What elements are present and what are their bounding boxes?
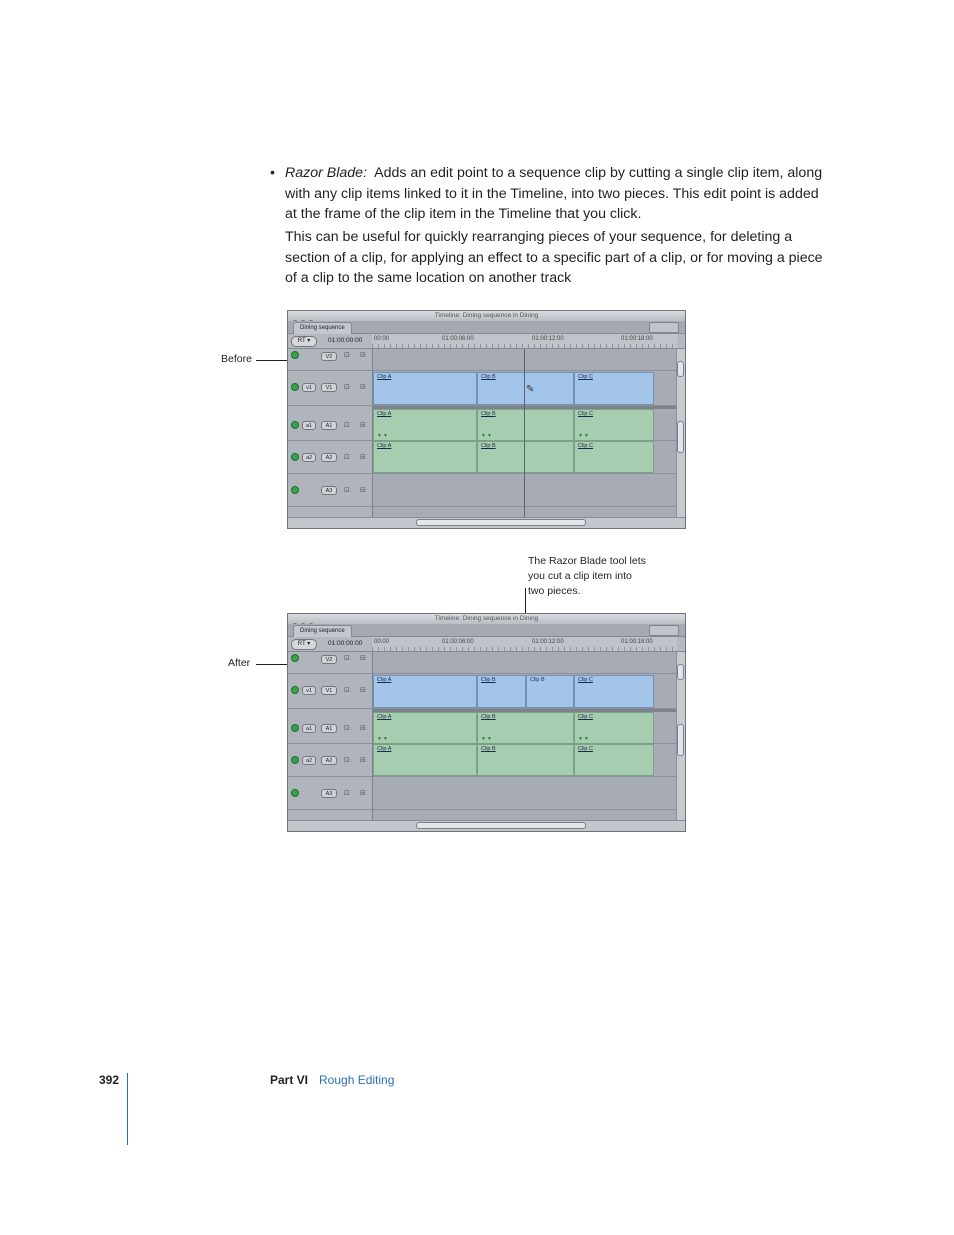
dest-control-a2[interactable]: A2 <box>321 756 337 765</box>
track-audio-icon[interactable] <box>291 486 299 494</box>
clip-item[interactable] <box>477 441 574 473</box>
track-a3[interactable] <box>373 474 677 507</box>
clip-item[interactable] <box>574 372 654 405</box>
track-visibility-icon[interactable] <box>291 383 299 391</box>
clip-name: Clip C <box>578 677 593 683</box>
timecode-row <box>288 637 685 652</box>
horizontal-scroll-thumb[interactable] <box>416 822 586 829</box>
link-icon[interactable]: ⊟ <box>360 655 366 662</box>
timeline-tools-icon[interactable] <box>649 322 679 333</box>
horizontal-scrollbar[interactable] <box>288 517 685 528</box>
clip-name: Clip B <box>481 374 496 380</box>
term-razor-blade: Razor Blade: <box>285 165 368 181</box>
clip-name: Clip A <box>377 443 392 449</box>
dest-control-a1[interactable]: A1 <box>321 421 337 430</box>
track-audio-icon[interactable] <box>291 789 299 797</box>
link-markers-icon: ▼▼ <box>578 433 590 439</box>
track-area[interactable] <box>373 652 677 821</box>
link-icon[interactable]: ⊟ <box>360 422 366 429</box>
tab-row <box>288 624 685 637</box>
track-audio-icon[interactable] <box>291 453 299 461</box>
clip-name: Clip A <box>377 677 392 683</box>
track-audio-icon[interactable] <box>291 724 299 732</box>
clip-name: Clip C <box>578 374 593 380</box>
link-markers-icon: ▼▼ <box>377 433 389 439</box>
clip-item[interactable] <box>373 409 477 441</box>
clip-name: Clip A <box>377 411 392 417</box>
track-visibility-icon[interactable] <box>291 351 299 359</box>
after-leader <box>256 664 288 665</box>
tab-row <box>288 321 685 334</box>
clip-item[interactable] <box>477 409 574 441</box>
vertical-scrollbar[interactable] <box>676 652 685 821</box>
track-header-a1 <box>288 409 372 441</box>
link-icon[interactable]: ⊟ <box>360 352 366 359</box>
lock-icon[interactable]: ⊡ <box>344 757 350 764</box>
para1-text: Adds an edit point to a sequence clip by cutting a single clip item, along with any clip items linked to it in the Timeline, into two pieces. This edit point is added at the frame of the clip item in the Timeline that you click. <box>285 165 823 222</box>
track-header-a2 <box>288 441 372 474</box>
track-headers <box>288 349 373 518</box>
lock-icon[interactable]: ⊡ <box>344 790 350 797</box>
clip-item-cut[interactable] <box>526 675 574 708</box>
ruler-tick-label: 00:00 <box>374 336 390 342</box>
upper-scroll-thumb[interactable] <box>677 361 684 377</box>
link-icon[interactable]: ⊟ <box>360 487 366 494</box>
track-header-v2 <box>288 349 372 371</box>
timeline-after <box>287 613 686 832</box>
clip-name: Clip B <box>530 677 545 683</box>
clip-item[interactable] <box>574 744 654 776</box>
clip-item[interactable] <box>477 712 574 744</box>
track-a1[interactable] <box>373 712 677 744</box>
timecode-row <box>288 334 685 349</box>
clip-name: Clip C <box>578 746 593 752</box>
clip-name: Clip C <box>578 714 593 720</box>
footer-part: Part VI <box>270 1073 309 1087</box>
lock-icon[interactable]: ⊡ <box>344 384 350 391</box>
rt-menu-button[interactable]: RT ▾ <box>291 639 317 650</box>
track-audio-icon[interactable] <box>291 421 299 429</box>
clip-name: Clip B <box>481 714 496 720</box>
track-a2[interactable] <box>373 441 677 474</box>
source-control-a1[interactable]: a1 <box>302 421 316 430</box>
source-control-a2[interactable]: a2 <box>302 453 316 462</box>
clip-item[interactable] <box>574 675 654 708</box>
ruler-tick-label: 01:00:12:00 <box>532 336 564 342</box>
track-headers <box>288 652 373 821</box>
vertical-scrollbar[interactable] <box>676 349 685 518</box>
usage-paragraph: This can be useful for quickly rearranging pieces of your sequence, for deleting a section of a clip, for applying an effect to a specific part of a clip, or for moving a piece of a clip to the same location on another track <box>285 229 823 286</box>
source-control-v1[interactable]: v1 <box>302 383 316 392</box>
clip-item[interactable] <box>373 744 477 776</box>
timecode-field[interactable]: 01:00:00:00 <box>328 640 363 647</box>
rt-menu-button[interactable]: RT ▾ <box>291 336 317 347</box>
clip-item[interactable] <box>574 441 654 473</box>
track-area[interactable] <box>373 349 677 518</box>
track-header-v1 <box>288 371 372 406</box>
link-markers-icon: ▼▼ <box>578 736 590 742</box>
dest-control-v2[interactable]: V2 <box>321 352 337 361</box>
clip-name: Clip B <box>481 411 496 417</box>
tab-dining-sequence[interactable]: Dining sequence <box>293 322 352 334</box>
clip-item[interactable] <box>373 372 477 405</box>
timeline-before <box>287 310 686 529</box>
footer-rule <box>127 1073 128 1145</box>
track-audio-icon[interactable] <box>291 756 299 764</box>
dest-control-a1[interactable]: A1 <box>321 724 337 733</box>
razor-blade-cursor-icon: ✎ <box>526 384 535 395</box>
ruler-tick-label: 01:00:18:00 <box>621 336 653 342</box>
playhead[interactable] <box>524 349 525 519</box>
razor-callout <box>528 554 646 599</box>
link-icon[interactable]: ⊟ <box>360 790 366 797</box>
track-v1[interactable] <box>373 674 677 709</box>
clip-name: Clip C <box>578 411 593 417</box>
track-v2[interactable] <box>373 652 677 674</box>
bullet-symbol: • <box>270 165 275 181</box>
lock-icon[interactable]: ⊡ <box>344 725 350 732</box>
horizontal-scrollbar[interactable] <box>288 820 685 831</box>
ruler-tick-label: 01:00:06:00 <box>442 639 474 645</box>
clip-name: Clip B <box>481 746 496 752</box>
time-ruler[interactable] <box>372 334 677 348</box>
razor-blade-description <box>285 163 830 225</box>
dest-control-a3[interactable]: A3 <box>321 789 337 798</box>
track-header-a1 <box>288 712 372 744</box>
lock-icon[interactable]: ⊡ <box>344 655 350 662</box>
before-label: Before <box>221 353 252 365</box>
clip-name: Clip C <box>578 443 593 449</box>
track-a3[interactable] <box>373 777 677 810</box>
track-header-v1 <box>288 674 372 709</box>
link-icon[interactable]: ⊟ <box>360 725 366 732</box>
lock-icon[interactable]: ⊡ <box>344 352 350 359</box>
dest-control-v1[interactable]: V1 <box>321 383 337 392</box>
timeline-tools-icon[interactable] <box>649 625 679 636</box>
tab-dining-sequence[interactable]: Dining sequence <box>293 625 352 637</box>
clip-name: Clip A <box>377 714 392 720</box>
after-label: After <box>228 657 251 669</box>
track-visibility-icon[interactable] <box>291 654 299 662</box>
source-control-a1[interactable]: a1 <box>302 724 316 733</box>
track-visibility-icon[interactable] <box>291 686 299 694</box>
window-title: Timeline: Dining sequence in Dining <box>434 312 539 319</box>
track-header-a3 <box>288 777 372 810</box>
clip-item[interactable] <box>574 409 654 441</box>
ruler-tick-label: 01:00:06:00 <box>442 336 474 342</box>
lock-icon[interactable]: ⊡ <box>344 487 350 494</box>
window-title: Timeline: Dining sequence in Dining <box>434 615 539 622</box>
dest-control-v1[interactable]: V1 <box>321 686 337 695</box>
ruler-tick-label: 00:00 <box>374 639 390 645</box>
link-icon[interactable]: ⊟ <box>360 687 366 694</box>
track-header-v2 <box>288 652 372 674</box>
track-v2[interactable] <box>373 349 677 371</box>
track-header-a3 <box>288 474 372 507</box>
clip-name: Clip B <box>481 677 496 683</box>
dest-control-a2[interactable]: A2 <box>321 453 337 462</box>
clip-name: Clip A <box>377 746 392 752</box>
page-number: 392 <box>99 1073 120 1087</box>
upper-scroll-thumb[interactable] <box>677 664 684 680</box>
clip-item[interactable] <box>477 675 526 708</box>
lower-scroll-thumb[interactable] <box>677 421 684 453</box>
lock-icon[interactable]: ⊡ <box>344 422 350 429</box>
clip-item[interactable] <box>574 712 654 744</box>
link-icon[interactable]: ⊟ <box>360 384 366 391</box>
lock-icon[interactable]: ⊡ <box>344 454 350 461</box>
lower-scroll-thumb[interactable] <box>677 724 684 756</box>
horizontal-scroll-thumb[interactable] <box>416 519 586 526</box>
link-markers-icon: ▼▼ <box>481 433 493 439</box>
track-a2[interactable] <box>373 744 677 777</box>
ruler-tick-label: 01:00:18:00 <box>621 639 653 645</box>
link-markers-icon: ▼▼ <box>377 736 389 742</box>
razor-callout-line2: you cut a clip item into <box>528 570 632 582</box>
clip-name: Clip B <box>481 443 496 449</box>
clip-item[interactable] <box>373 712 477 744</box>
clip-item[interactable] <box>373 675 477 708</box>
track-v1[interactable] <box>373 371 677 406</box>
link-icon[interactable]: ⊟ <box>360 757 366 764</box>
ruler-tick-label: 01:00:12:00 <box>532 639 564 645</box>
dest-control-a3[interactable]: A3 <box>321 486 337 495</box>
track-a1[interactable] <box>373 409 677 441</box>
source-control-v1[interactable]: v1 <box>302 686 316 695</box>
dest-control-v2[interactable]: V2 <box>321 655 337 664</box>
clip-name: Clip A <box>377 374 392 380</box>
track-header-a2 <box>288 744 372 777</box>
footer-section-link[interactable]: Rough Editing <box>319 1073 395 1087</box>
clip-item[interactable] <box>373 441 477 473</box>
time-ruler[interactable] <box>372 637 677 651</box>
link-markers-icon: ▼▼ <box>481 736 493 742</box>
link-icon[interactable]: ⊟ <box>360 454 366 461</box>
clip-item[interactable] <box>477 372 574 405</box>
razor-callout-line1: The Razor Blade tool lets <box>528 555 646 567</box>
timecode-field[interactable]: 01:00:00:00 <box>328 337 363 344</box>
lock-icon[interactable]: ⊡ <box>344 687 350 694</box>
razor-callout-line3: two pieces. <box>528 585 581 597</box>
source-control-a2[interactable]: a2 <box>302 756 316 765</box>
before-leader <box>256 360 288 361</box>
clip-item[interactable] <box>477 744 574 776</box>
